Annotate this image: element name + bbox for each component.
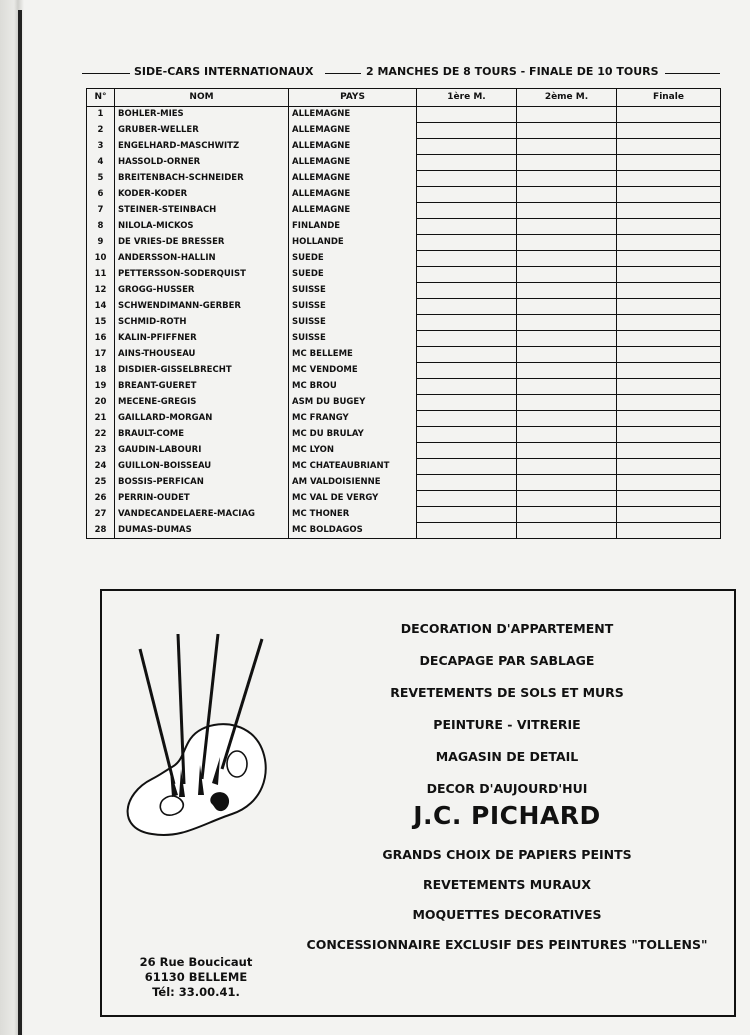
row-finale-cell xyxy=(617,283,721,299)
row-pays: MC CHATEAUBRIANT xyxy=(289,459,417,475)
table-row xyxy=(87,443,721,459)
shop-address xyxy=(126,955,266,1000)
row-manche-2-cell xyxy=(517,123,617,139)
row-finale-cell xyxy=(617,315,721,331)
row-finale-cell xyxy=(617,251,721,267)
row-pays: MC VAL DE VERGY xyxy=(289,491,417,507)
row-finale-cell xyxy=(617,443,721,459)
row-manche-2-cell xyxy=(517,267,617,283)
results-body xyxy=(87,107,721,539)
ad-line-concession: CONCESSIONNAIRE EXCLUSIF DES PEINTURES "TOLLENS" xyxy=(306,937,708,952)
row-pays: HOLLANDE xyxy=(289,235,417,251)
row-manche-1-cell xyxy=(417,171,517,187)
table-row xyxy=(87,491,721,507)
table-row xyxy=(87,331,721,347)
row-nom: ANDERSSON-HALLIN xyxy=(115,251,289,267)
row-num: 2 xyxy=(87,123,115,139)
row-num: 6 xyxy=(87,187,115,203)
row-manche-1-cell xyxy=(417,187,517,203)
row-num: 15 xyxy=(87,315,115,331)
row-num: 28 xyxy=(87,523,115,539)
col-header-manche-1: 1ère M. xyxy=(417,89,517,107)
row-pays: ALLEMAGNE xyxy=(289,203,417,219)
row-nom: BOHLER-MIES xyxy=(115,107,289,123)
row-pays: ALLEMAGNE xyxy=(289,107,417,123)
row-manche-1-cell xyxy=(417,203,517,219)
row-finale-cell xyxy=(617,507,721,523)
row-manche-2-cell xyxy=(517,523,617,539)
address-phone: Tél: 33.00.41. xyxy=(152,985,240,999)
row-pays: SUISSE xyxy=(289,299,417,315)
row-manche-1-cell xyxy=(417,475,517,491)
row-num: 27 xyxy=(87,507,115,523)
row-num: 14 xyxy=(87,299,115,315)
row-nom: MECENE-GREGIS xyxy=(115,395,289,411)
row-nom: BREITENBACH-SCHNEIDER xyxy=(115,171,289,187)
row-manche-2-cell xyxy=(517,443,617,459)
row-nom: BREANT-GUERET xyxy=(115,379,289,395)
address-city: 61130 BELLEME xyxy=(144,970,248,984)
row-pays: MC BELLEME xyxy=(289,347,417,363)
row-pays: ALLEMAGNE xyxy=(289,139,417,155)
row-manche-1-cell xyxy=(417,411,517,427)
row-pays: ALLEMAGNE xyxy=(289,123,417,139)
row-manche-2-cell xyxy=(517,155,617,171)
table-row xyxy=(87,139,721,155)
row-manche-2-cell xyxy=(517,411,617,427)
table-row xyxy=(87,427,721,443)
row-manche-2-cell xyxy=(517,491,617,507)
header-right-title: 2 MANCHES DE 8 TOURS - FINALE DE 10 TOURS xyxy=(366,65,659,78)
row-finale-cell xyxy=(617,219,721,235)
row-manche-1-cell xyxy=(417,299,517,315)
row-manche-1-cell xyxy=(417,283,517,299)
row-pays: MC BOLDAGOS xyxy=(289,523,417,539)
table-row xyxy=(87,411,721,427)
table-header-row xyxy=(87,89,721,107)
row-num: 9 xyxy=(87,235,115,251)
ad-line-revetements-muraux: REVETEMENTS MURAUX xyxy=(422,877,592,892)
row-finale-cell xyxy=(617,475,721,491)
row-finale-cell xyxy=(617,347,721,363)
table-row xyxy=(87,379,721,395)
row-manche-2-cell xyxy=(517,427,617,443)
table-row xyxy=(87,107,721,123)
col-header-finale: Finale xyxy=(617,89,721,107)
row-manche-2-cell xyxy=(517,363,617,379)
header-left-title: SIDE-CARS INTERNATIONAUX xyxy=(134,65,314,78)
row-finale-cell xyxy=(617,459,721,475)
table-row xyxy=(87,315,721,331)
row-num: 1 xyxy=(87,107,115,123)
row-manche-2-cell xyxy=(517,331,617,347)
table-row xyxy=(87,251,721,267)
row-nom: BRAULT-COME xyxy=(115,427,289,443)
row-manche-2-cell xyxy=(517,107,617,123)
table-row xyxy=(87,299,721,315)
row-finale-cell xyxy=(617,171,721,187)
row-manche-2-cell xyxy=(517,347,617,363)
row-finale-cell xyxy=(617,331,721,347)
row-pays: ALLEMAGNE xyxy=(289,155,417,171)
row-manche-1-cell xyxy=(417,427,517,443)
row-manche-1-cell xyxy=(417,267,517,283)
row-num: 5 xyxy=(87,171,115,187)
row-finale-cell xyxy=(617,299,721,315)
row-pays: MC THONER xyxy=(289,507,417,523)
address-street: 26 Rue Boucicaut xyxy=(139,955,253,969)
ad-line-decapage: DECAPAGE PAR SABLAGE xyxy=(419,653,595,668)
ad-line-decor: DECOR D'AUJOURD'HUI xyxy=(426,781,588,796)
row-manche-1-cell xyxy=(417,523,517,539)
table-row xyxy=(87,203,721,219)
brand-name: J.C. PICHARD xyxy=(413,801,601,830)
row-manche-1-cell xyxy=(417,123,517,139)
row-finale-cell xyxy=(617,379,721,395)
row-pays: ALLEMAGNE xyxy=(289,171,417,187)
row-num: 7 xyxy=(87,203,115,219)
row-nom: GAUDIN-LABOURI xyxy=(115,443,289,459)
row-num: 16 xyxy=(87,331,115,347)
row-num: 19 xyxy=(87,379,115,395)
row-manche-2-cell xyxy=(517,283,617,299)
row-pays: SUISSE xyxy=(289,331,417,347)
ad-line-revetements-sols: REVETEMENTS DE SOLS ET MURS xyxy=(390,685,624,700)
row-finale-cell xyxy=(617,523,721,539)
row-manche-1-cell xyxy=(417,363,517,379)
ad-line-papiers-peints: GRANDS CHOIX DE PAPIERS PEINTS xyxy=(382,847,632,862)
row-finale-cell xyxy=(617,203,721,219)
row-manche-2-cell xyxy=(517,171,617,187)
row-nom: NILOLA-MICKOS xyxy=(115,219,289,235)
row-nom: SCHMID-ROTH xyxy=(115,315,289,331)
row-nom: AINS-THOUSEAU xyxy=(115,347,289,363)
row-finale-cell xyxy=(617,363,721,379)
row-nom: PETTERSSON-SODERQUIST xyxy=(115,267,289,283)
row-manche-1-cell xyxy=(417,347,517,363)
row-num: 11 xyxy=(87,267,115,283)
row-finale-cell xyxy=(617,395,721,411)
row-num: 25 xyxy=(87,475,115,491)
row-nom: KALIN-PFIFFNER xyxy=(115,331,289,347)
row-manche-2-cell xyxy=(517,219,617,235)
row-num: 8 xyxy=(87,219,115,235)
row-pays: MC DU BRULAY xyxy=(289,427,417,443)
row-manche-1-cell xyxy=(417,107,517,123)
row-pays: SUEDE xyxy=(289,267,417,283)
row-manche-1-cell xyxy=(417,155,517,171)
row-manche-1-cell xyxy=(417,219,517,235)
table-row xyxy=(87,347,721,363)
row-manche-1-cell xyxy=(417,379,517,395)
row-finale-cell xyxy=(617,107,721,123)
row-manche-2-cell xyxy=(517,203,617,219)
row-nom: VANDECANDELAERE-MACIAG xyxy=(115,507,289,523)
results-table xyxy=(86,88,721,539)
row-finale-cell xyxy=(617,235,721,251)
row-manche-2-cell xyxy=(517,459,617,475)
row-pays: AM VALDOISIENNE xyxy=(289,475,417,491)
row-num: 18 xyxy=(87,363,115,379)
row-manche-2-cell xyxy=(517,187,617,203)
col-header-manche-2: 2ème M. xyxy=(517,89,617,107)
row-finale-cell xyxy=(617,411,721,427)
row-pays: MC FRANGY xyxy=(289,411,417,427)
row-pays: SUISSE xyxy=(289,283,417,299)
col-header-pays: PAYS xyxy=(289,89,417,107)
row-num: 21 xyxy=(87,411,115,427)
row-num: 12 xyxy=(87,283,115,299)
row-nom: KODER-KODER xyxy=(115,187,289,203)
row-nom: DUMAS-DUMAS xyxy=(115,523,289,539)
row-pays: ALLEMAGNE xyxy=(289,187,417,203)
table-row xyxy=(87,395,721,411)
page-spine xyxy=(18,10,22,1035)
table-row xyxy=(87,523,721,539)
row-nom: PERRIN-OUDET xyxy=(115,491,289,507)
col-header-nom: NOM xyxy=(115,89,289,107)
row-pays: MC LYON xyxy=(289,443,417,459)
row-num: 20 xyxy=(87,395,115,411)
row-finale-cell xyxy=(617,123,721,139)
row-num: 17 xyxy=(87,347,115,363)
row-manche-2-cell xyxy=(517,139,617,155)
row-nom: GAILLARD-MORGAN xyxy=(115,411,289,427)
table-row xyxy=(87,123,721,139)
row-manche-2-cell xyxy=(517,379,617,395)
table-row xyxy=(87,507,721,523)
table-row xyxy=(87,283,721,299)
row-manche-1-cell xyxy=(417,331,517,347)
row-manche-2-cell xyxy=(517,395,617,411)
row-num: 4 xyxy=(87,155,115,171)
row-manche-1-cell xyxy=(417,139,517,155)
row-manche-2-cell xyxy=(517,507,617,523)
row-manche-1-cell xyxy=(417,491,517,507)
row-nom: GUILLON-BOISSEAU xyxy=(115,459,289,475)
row-nom: GROGG-HUSSER xyxy=(115,283,289,299)
row-nom: DISDIER-GISSELBRECHT xyxy=(115,363,289,379)
ad-line-peinture: PEINTURE - VITRERIE xyxy=(433,717,581,732)
table-row xyxy=(87,459,721,475)
row-finale-cell xyxy=(617,139,721,155)
ad-line-moquettes: MOQUETTES DECORATIVES xyxy=(412,907,602,922)
row-manche-1-cell xyxy=(417,251,517,267)
row-manche-1-cell xyxy=(417,235,517,251)
row-manche-1-cell xyxy=(417,507,517,523)
row-manche-2-cell xyxy=(517,251,617,267)
ad-line-magasin: MAGASIN DE DETAIL xyxy=(435,749,579,764)
row-num: 23 xyxy=(87,443,115,459)
row-num: 10 xyxy=(87,251,115,267)
row-nom: ENGELHARD-MASCHWITZ xyxy=(115,139,289,155)
row-nom: DE VRIES-DE BRESSER xyxy=(115,235,289,251)
palette-brushes-icon xyxy=(112,629,292,849)
row-pays: MC VENDOME xyxy=(289,363,417,379)
advertisement-box xyxy=(100,589,736,1017)
row-nom: BOSSIS-PERFICAN xyxy=(115,475,289,491)
table-row xyxy=(87,187,721,203)
table-row xyxy=(87,155,721,171)
row-manche-2-cell xyxy=(517,475,617,491)
row-manche-1-cell xyxy=(417,395,517,411)
col-header-num: N° xyxy=(87,89,115,107)
row-num: 3 xyxy=(87,139,115,155)
row-pays: SUEDE xyxy=(289,251,417,267)
row-nom: HASSOLD-ORNER xyxy=(115,155,289,171)
row-manche-2-cell xyxy=(517,299,617,315)
row-manche-2-cell xyxy=(517,235,617,251)
row-num: 22 xyxy=(87,427,115,443)
row-finale-cell xyxy=(617,267,721,283)
row-manche-1-cell xyxy=(417,459,517,475)
row-nom: STEINER-STEINBACH xyxy=(115,203,289,219)
table-row xyxy=(87,363,721,379)
row-manche-1-cell xyxy=(417,315,517,331)
ad-line-decoration: DECORATION D'APPARTEMENT xyxy=(400,621,614,636)
row-num: 24 xyxy=(87,459,115,475)
row-finale-cell xyxy=(617,427,721,443)
row-finale-cell xyxy=(617,187,721,203)
row-num: 26 xyxy=(87,491,115,507)
row-finale-cell xyxy=(617,491,721,507)
table-row xyxy=(87,219,721,235)
row-pays: MC BROU xyxy=(289,379,417,395)
table-row xyxy=(87,267,721,283)
row-pays: ASM DU BUGEY xyxy=(289,395,417,411)
row-nom: GRUBER-WELLER xyxy=(115,123,289,139)
table-row xyxy=(87,171,721,187)
table-row xyxy=(87,475,721,491)
row-pays: FINLANDE xyxy=(289,219,417,235)
results-header xyxy=(82,62,720,82)
row-nom: SCHWENDIMANN-GERBER xyxy=(115,299,289,315)
table-row xyxy=(87,235,721,251)
row-finale-cell xyxy=(617,155,721,171)
row-manche-2-cell xyxy=(517,315,617,331)
row-manche-1-cell xyxy=(417,443,517,459)
row-pays: SUISSE xyxy=(289,315,417,331)
